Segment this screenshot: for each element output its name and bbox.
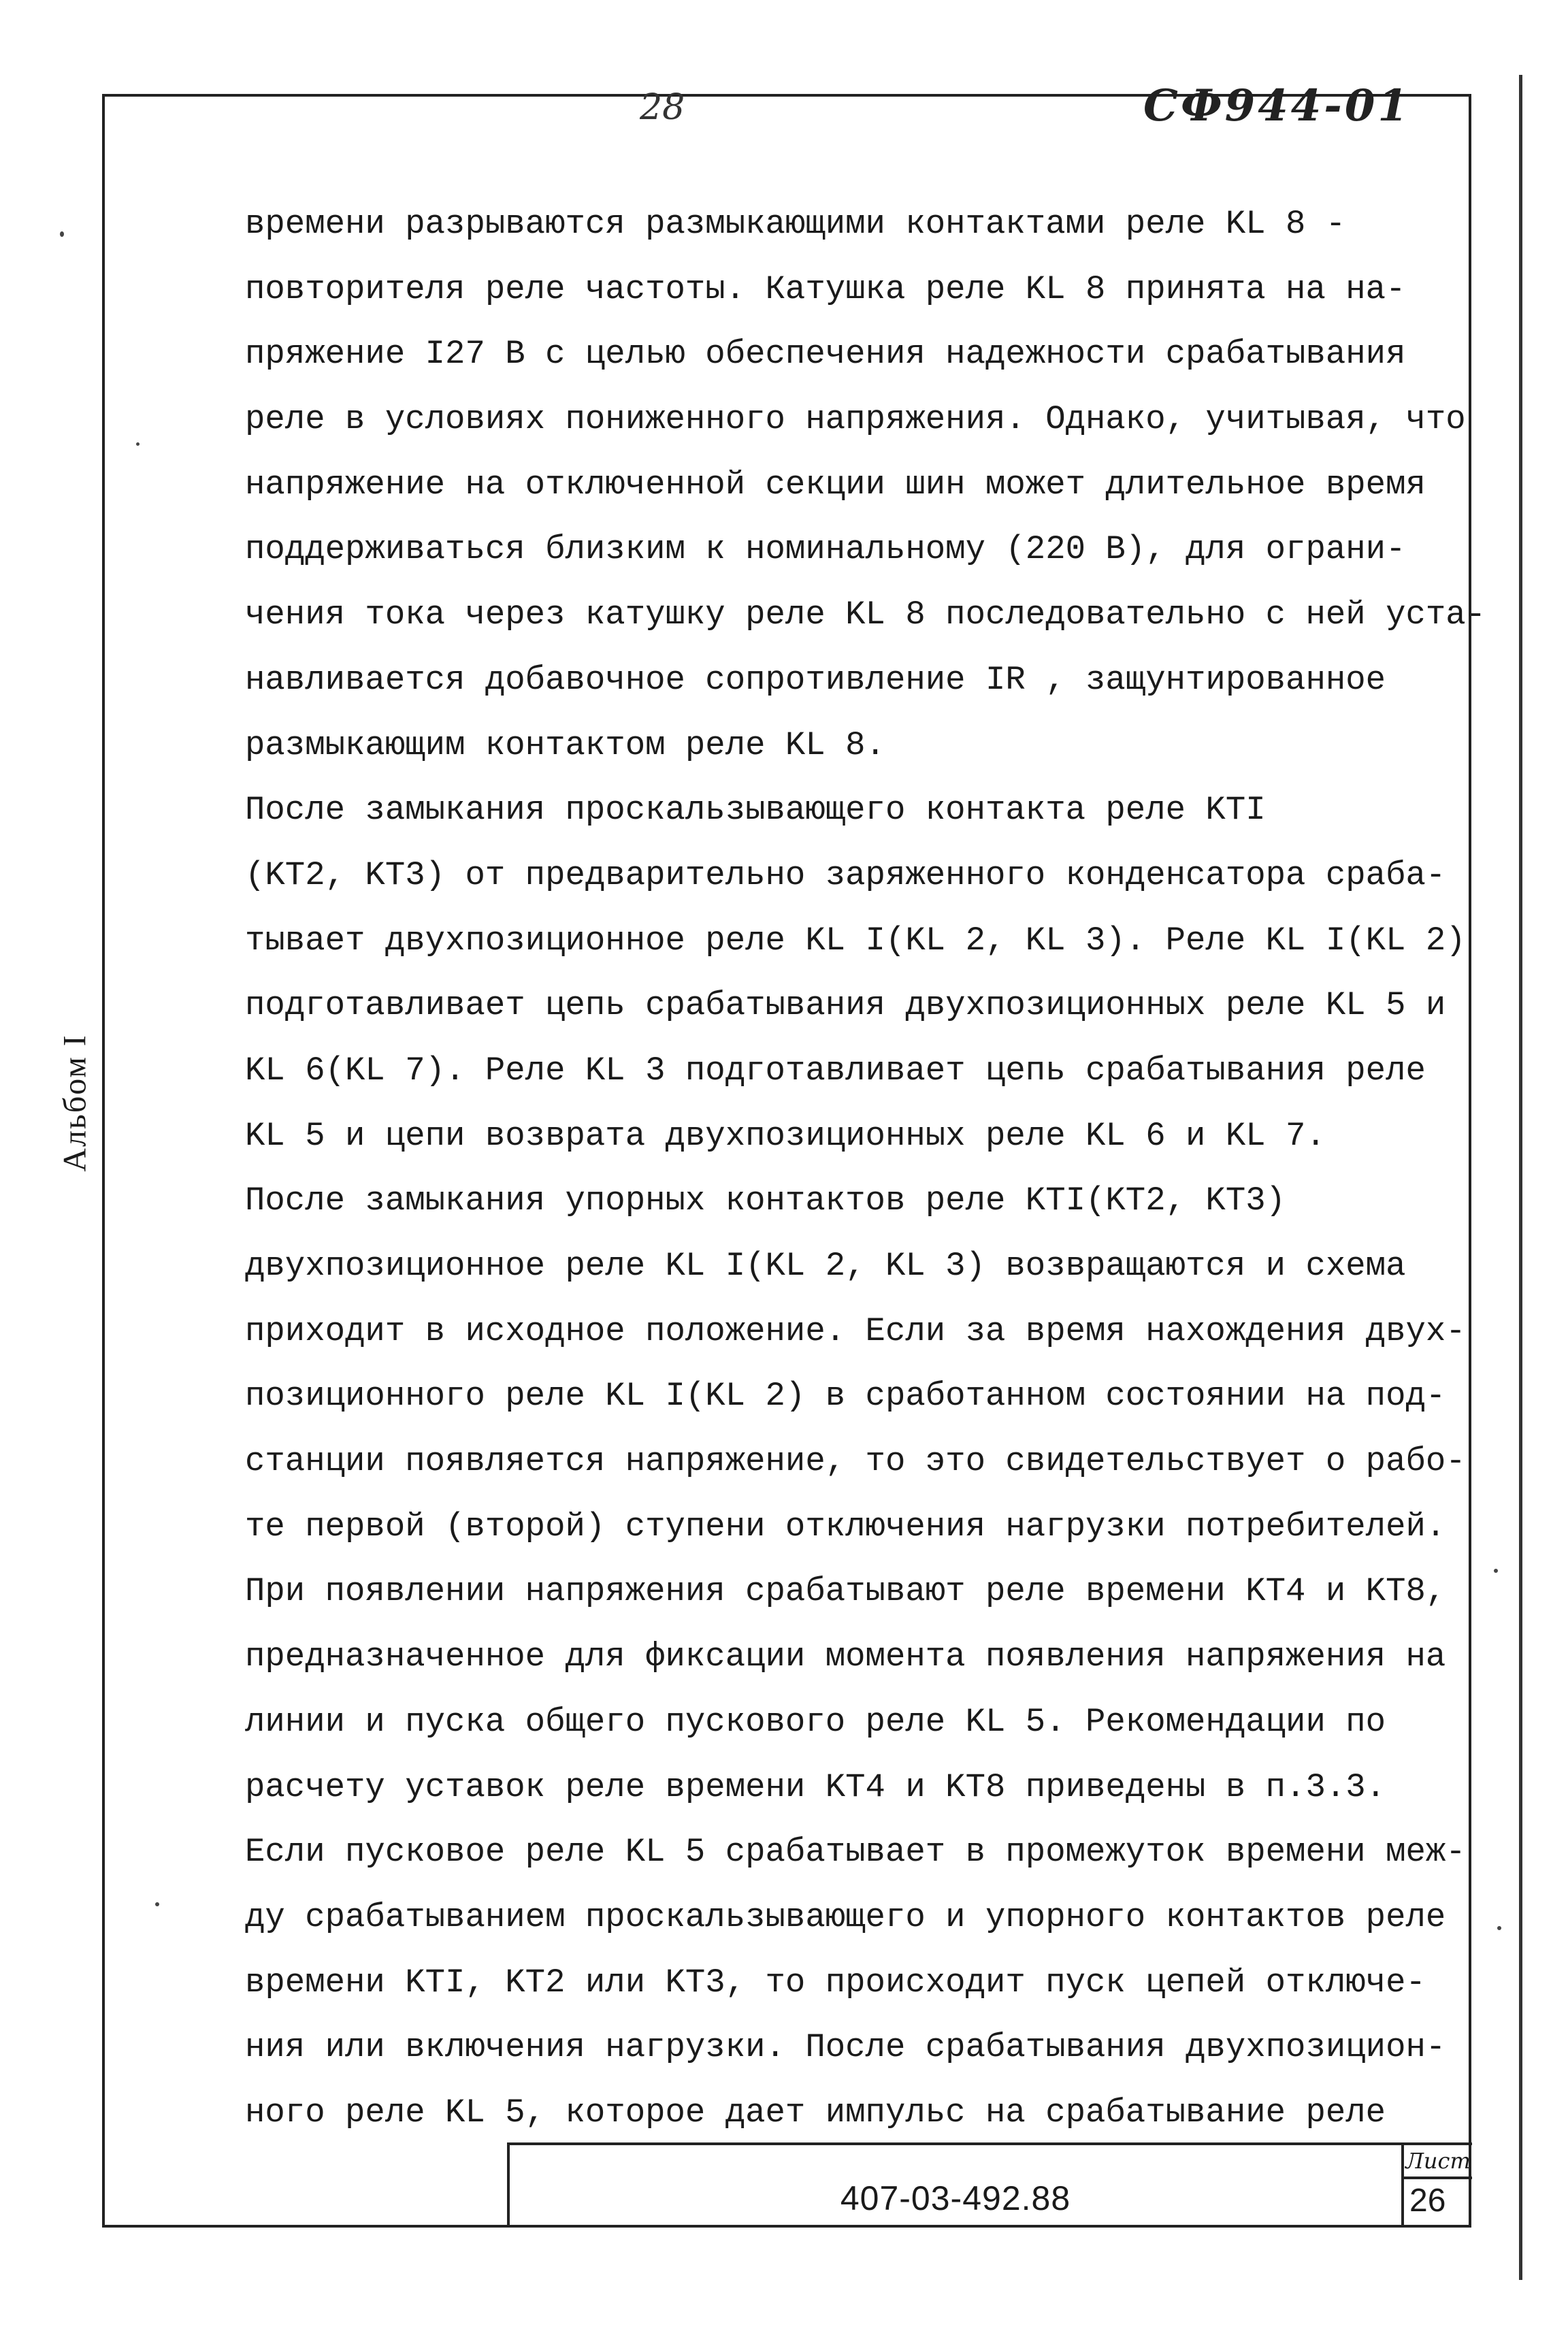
text-line: подготавливает цепь срабатывания двухпозиционных реле KL 5 и — [245, 986, 1446, 1025]
text-line: времени разрываются размыкающими контактами реле KL 8 - — [245, 205, 1346, 243]
body-text — [245, 192, 1486, 2146]
text-line: станции появляется напряжение, то это свидетельствует о рабо- — [245, 1442, 1466, 1481]
text-line: времени KTI, KT2 или KT3, то происходит пуск цепей отключе- — [245, 1963, 1426, 2002]
text-line: двухпозиционное реле KL I(KL 2, KL 3) возвращаются и схема — [245, 1247, 1406, 1285]
sheet-number: 26 — [1409, 2183, 1446, 2219]
scan-speck — [136, 442, 140, 446]
text-line: размыкающим контактом реле KL 8. — [245, 726, 885, 764]
page-edge-line — [1519, 75, 1522, 2280]
text-line: навливается добавочное сопротивление IR , защунтированное — [245, 660, 1386, 699]
text-line: ного реле KL 5, которое дает импульс на срабатывание реле — [245, 2093, 1386, 2132]
text-line: повторителя реле частоты. Катушка реле KL 8 принята на на- — [245, 270, 1406, 308]
scan-speck — [155, 1902, 159, 1906]
text-line: Если пусковое реле KL 5 срабатывает в промежуток времени меж- — [245, 1833, 1466, 1872]
text-line: расчету уставок реле времени KT4 и KT8 приведены в п.3.3. — [245, 1767, 1386, 1806]
text-line: предназначенное для фиксации момента появления напряжения на — [245, 1637, 1446, 1676]
text-line: линии и пуска общего пускового реле KL 5. Рекомендации по — [245, 1702, 1386, 1741]
text-line: пряжение I27 В с целью обеспечения надежности срабатывания — [245, 335, 1406, 374]
text-line: напряжение на отключенной секции шин может длительное время — [245, 465, 1426, 504]
text-line: После замыкания проскальзывающего контакта реле KTI — [245, 791, 1266, 830]
text-line: KL 5 и цепи возврата двухпозиционных реле KL 6 и KL 7. — [245, 1116, 1326, 1155]
title-block — [507, 2142, 1472, 2228]
sheet-label: Лист — [1404, 2145, 1472, 2179]
text-line: (KT2, KT3) от предварительно заряженного конденсатора сраба- — [245, 855, 1446, 894]
album-label-text: Альбом I — [56, 1033, 93, 1172]
scan-speck — [1494, 1569, 1498, 1573]
album-side-label — [41, 1014, 109, 1191]
handwritten-document-code: СФ944-01 — [1143, 80, 1411, 131]
sheet-box — [1401, 2145, 1472, 2228]
text-line: KL 6(KL 7). Реле KL 3 подготавливает цепь срабатывания реле — [245, 1051, 1426, 1090]
text-line: приходит в исходное положение. Если за время нахождения двух- — [245, 1311, 1466, 1350]
text-line: поддерживаться близким к номинальному (220 В), для ограни- — [245, 530, 1406, 569]
text-line: ния или включения нагрузки. После срабатывания двухпозицион- — [245, 2028, 1446, 2067]
scan-speck — [60, 231, 64, 237]
text-line: После замыкания упорных контактов реле KTI(KT2, KT3) — [245, 1181, 1286, 1220]
text-line: ду срабатыванием проскальзывающего и упорного контактов реле — [245, 1897, 1446, 1936]
scan-speck — [1497, 1926, 1501, 1930]
text-line: При появлении напряжения срабатывают реле времени KT4 и KT8, — [245, 1572, 1446, 1611]
text-line: реле в условиях пониженного напряжения. Однако, учитывая, что — [245, 400, 1466, 439]
text-line: чения тока через катушку реле KL 8 последовательно с ней уста- — [245, 596, 1486, 634]
text-line: тывает двухпозиционное реле KL I(KL 2, KL 3). Реле KL I(KL 2) — [245, 921, 1466, 960]
handwritten-page-number: 28 — [640, 87, 685, 128]
document-code: 407-03-492.88 — [840, 2179, 1071, 2217]
text-line: те первой (второй) ступени отключения нагрузки потребителей. — [245, 1507, 1446, 1546]
text-line: позиционного реле KL I(KL 2) в сработанном состоянии на под- — [245, 1377, 1446, 1416]
